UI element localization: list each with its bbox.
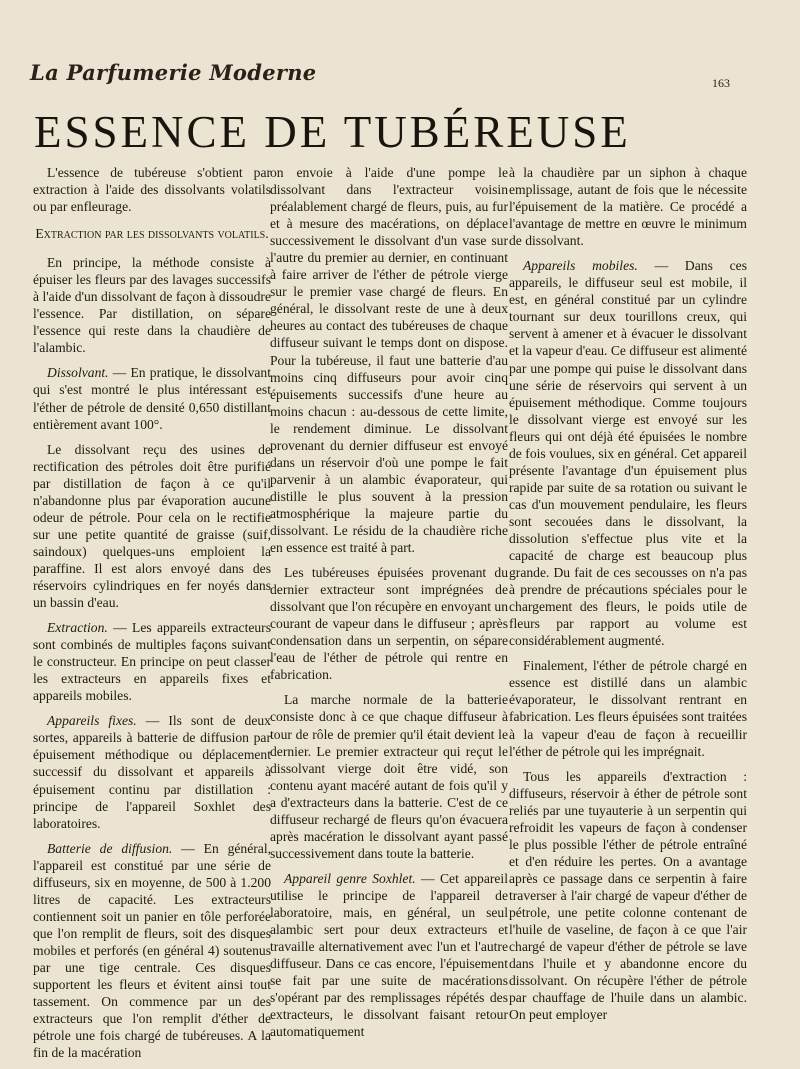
paragraph xyxy=(33,254,271,356)
paragraph-text: on envoie à l'aide d'une pompe le dissolvant dans l'extracteur voisin préalablement chargé de fleurs, puis, au fur et à mesure des macérations, on déplace successivement le dissolvant d'un vase sur l'autre du premier au dernier, en continuant à faire arriver de l'éther de pétrole vierge sur le premier vase chargé de fleurs. En général, le dissolvant reste de une à deux heures au contact des tubéreuses de chaque diffuseur suivant le temps dont on dispose. Pour la tubéreuse, il faut une batterie d'au moins cinq diffuseurs pour avoir cinq épuisements successifs d'une heure au moins chacun : au-dessous de cette limite, le rendement diminue. Le dissolvant provenant du dernier diffuseur est envoyé dans un réservoir d'où une pompe le fait parvenir à un alambic évaporateur, qui distille le plus souvent à la pression atmosphérique la majeure partie du dissolvant. Le résidu de la chaudière riche en essence est traité à part. xyxy=(270,165,508,556)
paragraph-text: En principe, la méthode consiste à épuiser les fleurs par des lavages successifs à l'aide d'un dissolvant de façon à dissoudre l'essence. Par distillation, on sépare l'essence qui reste dans la chaudière de l'alambic. xyxy=(33,255,271,356)
paragraph xyxy=(509,257,747,649)
paragraph xyxy=(33,619,271,704)
paragraph-text: La marche normale de la batterie consiste donc à ce que chaque diffuseur à tour de rôle de premier qu'il était devient le dernier. Le premier extracteur qui reçut le dissolvant vierge doit être vidé, son contenu ayant macéré autant de fois qu'il y a d'extracteurs dans la batterie. C'est de ce diffuseur rechargé de fleurs qu'on évacuera après macération le dissolvant ayant passé successivement dans toute la batterie. xyxy=(270,692,508,861)
text-column-1 xyxy=(33,164,271,1069)
paragraph-text: Le dissolvant reçu des usines de rectification des pétroles doit être purifié par distillation de façon à ce qu'il n'abandonne plus par évaporation aucune odeur de pétrole. Pour cela on le rectifie sur une petite quantité de graisse (suif, saindoux) quelques-uns emploient la paraffine. Il est alors envoyé dans des réservoirs cylindriques en fer noyés dans un bassin d'eau. xyxy=(33,441,271,611)
paragraph-lead: Appareils fixes. xyxy=(47,713,137,729)
paragraph xyxy=(33,712,271,831)
section-heading: Extraction par les dissolvants volatils. xyxy=(35,226,269,242)
paragraph-lead: Dissolvant. xyxy=(47,365,109,381)
paragraph-text: Finalement, l'éther de pétrole chargé en essence est distillé dans un alambic évaporateur, le dissolvant rentrant en fabrication. Les fleurs épuisées sont traitées à la vapeur d'eau de façon à recueillir l'éther de pétrole qui les imprégnait. xyxy=(509,658,747,759)
paragraph xyxy=(509,164,747,249)
article-title: ESSENCE DE TUBÉREUSE xyxy=(34,107,631,157)
page-number: 163 xyxy=(712,76,730,90)
paragraph-text: — En pratique, le dissolvant qui s'est montré le plus intéressant est l'éther de pétrole de densité 0,650 distillant entièrement avant 100°. xyxy=(33,365,271,432)
paragraph-lead: Appareils mobiles. xyxy=(523,258,638,274)
paragraph-lead: Appareil genre Soxhlet. xyxy=(284,870,416,886)
paragraph-text: Les tubéreuses épuisées provenant du dernier extracteur sont imprégnées de dissolvant que l'on récupère en envoyant un courant de vapeur dans le diffuseur ; après condensation dans un serpentin, on sépare l'eau de l'éther de pétrole qui rentre en fabrication. xyxy=(270,565,509,683)
paragraph xyxy=(270,564,508,683)
paragraph-text: — Cet appareil utilise le principe de l'appareil de laboratoire, mais, en général, un seul alambic sert pour deux extracteurs et travaille alternativement avec l'un et l'autre diffuseur. Dans ce cas encore, l'épuisement se fait par une suite de macérations s'opérant par des remplissages répétés des extracteurs, le dissolvant faisant retour automatiquement xyxy=(270,870,508,1040)
text-column-2 xyxy=(270,164,508,1048)
paragraph xyxy=(509,768,747,1024)
paragraph-text: à la chaudière par un siphon à chaque emplissage, autant de fois que le nécessite l'épuisement de la matière. Ce procédé a l'avantage de mettre en œuvre le minimum de dissolvant. xyxy=(509,165,747,249)
running-head-title: La Parfumerie Moderne xyxy=(30,60,317,85)
paragraph xyxy=(33,164,271,215)
paragraph xyxy=(509,657,747,759)
text-column-3 xyxy=(509,164,747,1031)
paragraph xyxy=(33,364,271,432)
paragraph-lead: Batterie de diffusion. xyxy=(47,840,173,856)
paragraph-text: — Dans ces appareils, le diffuseur seul est mobile, il est, en général constitué par un cylindre tournant sur deux tourillons creux, qui servent à amener et à évacuer le dissolvant et la vapeur d'eau. Ce diffuseur est alimenté par une pompe qui puise le dissolvant dans une série de réservoirs qui servent à un épuisement méthodique. Comme toujours le dissolvant vierge est envoyé sur les fleurs qui ont déjà été épuisées le nombre de fois voulues, six en général. Cet appareil présente l'avantage d'un épuisement plus rapide par suite de sa rotation ou suivant le cas d'un mouvement pendulaire, les fleurs sont secouées dans le dissolvant, la dissolution s'effectue plus vite et la capacité de charge est beaucoup plus grande. Du fait de ces secousses on n'a pas à prendre de précautions spéciales pour le chargement des fleurs, le poids utile de fleurs par rapport au volume est considérablement augmenté. xyxy=(509,258,747,649)
paragraph-text: Tous les appareils d'extraction : diffuseurs, réservoir à éther de pétrole sont reliés par une tuyauterie à un serpentin qui refroidit les vapeurs de façon à condenser le plus possible l'éther de pétrole entraîné et d'en réduire les pertes. On a avantage après ce passage dans ce serpentin à faire traverser à l'air chargé de vapeur d'éther de pétrole, une petite colonne contenant de l'huile de vaseline, de façon à ce que l'air chargé de vapeur d'éther de pétrole se lave dans l'huile et y abandonne encore du dissolvant. On récupère l'éther de pétrole par chauffage de l'huile dans un alambic. On peut employer xyxy=(509,768,747,1023)
paragraph-text: — En général, l'appareil est constitué par une série de diffuseurs, six en moyenne, de 500 à 1.200 litres de capacité. Les extracteurs contiennent soit un panier en tôle perforée que l'on remplit de fleurs, soit des disques mobiles et perforés (en général 4) soutenus par une tige centrale. Ces disques supportent les fleurs et évitent ainsi tout tassement. On commence par un des extracteurs que l'on remplit d'éther de pétrole une fois chargé de tubéreuses. A la fin de la macération xyxy=(33,840,271,1061)
paragraph-text: L'essence de tubéreuse s'obtient par extraction à l'aide des dissolvants volatils ou par enfleurage. xyxy=(33,165,271,215)
paragraph xyxy=(270,870,508,1040)
paragraph-lead: Extraction. xyxy=(47,620,108,636)
paragraph xyxy=(270,164,508,556)
paragraph xyxy=(33,840,271,1062)
paragraph-text: — Les appareils extracteurs sont combinés de multiples façons suivant le constructeur. En principe on peut classer les extracteurs en appareils fixes et appareils mobiles. xyxy=(33,620,271,704)
paragraph-text: — Ils sont de deux sortes, appareils à batterie de diffusion par épuisement méthodique ou déplacement successif du dissolvant et appareils à épuisement continu par distillation : principe de l'appareil Soxhlet des laboratoires. xyxy=(33,713,271,831)
paragraph xyxy=(33,441,271,611)
paragraph xyxy=(270,691,508,861)
